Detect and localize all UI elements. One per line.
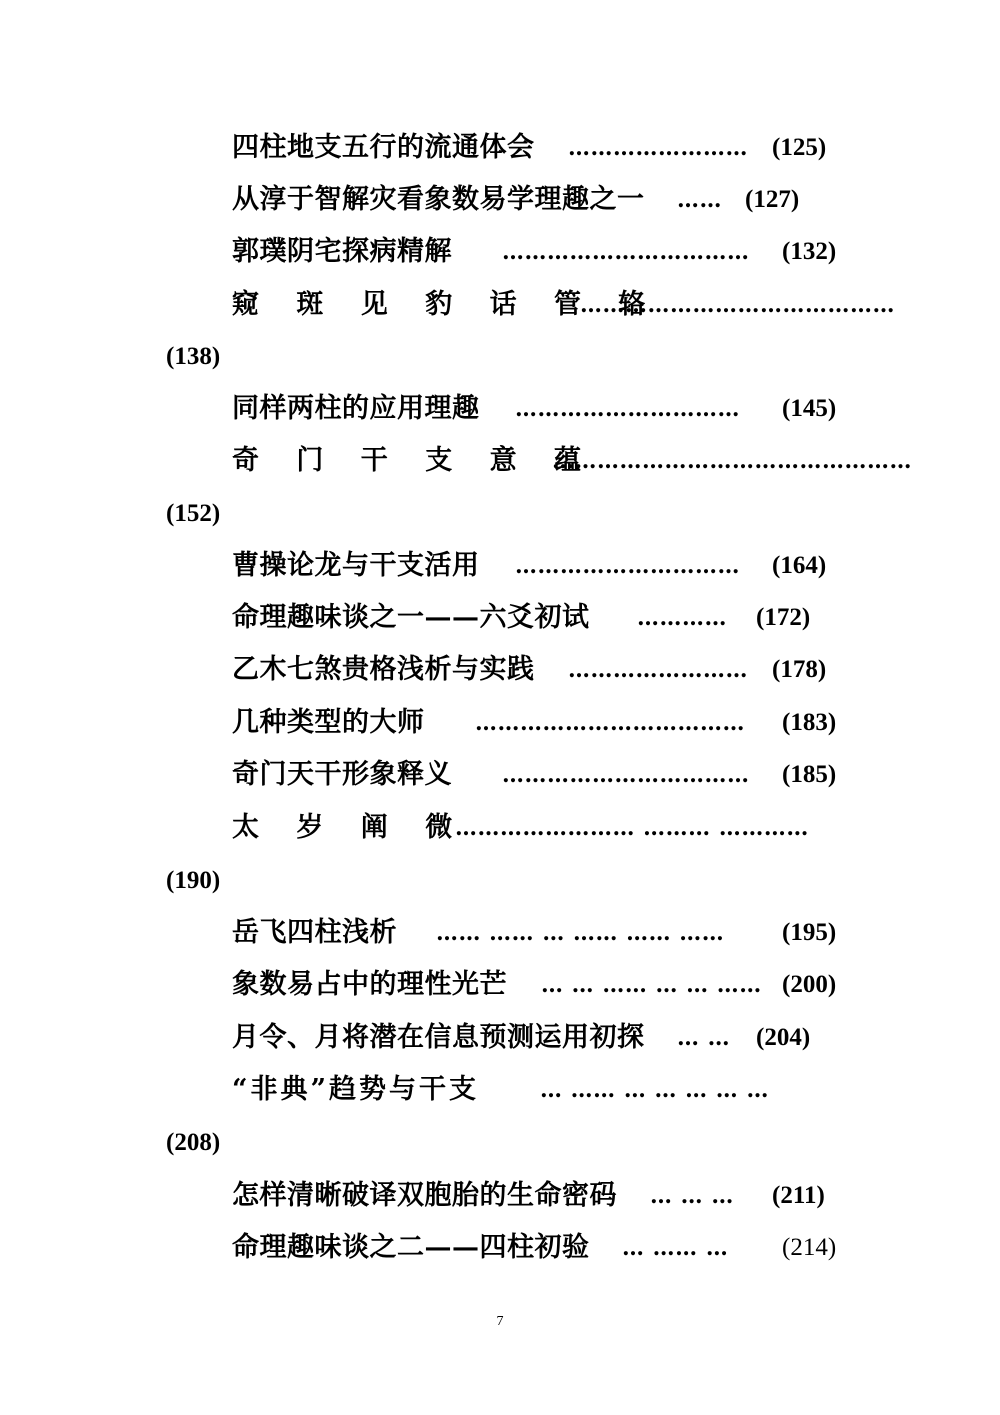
toc-entry-page: (204) xyxy=(756,1024,811,1051)
toc-entry-page: (211) xyxy=(772,1182,825,1209)
toc-entry-leader: …………………………… xyxy=(502,762,750,788)
toc-entry-page: (125) xyxy=(772,134,827,161)
toc-entry-leader: …… …… … …… …… …… xyxy=(436,920,725,946)
toc-entry-leader: … … xyxy=(677,1025,731,1051)
toc-entry-title: 四柱地支五行的流通体会 xyxy=(232,132,535,163)
toc-entry-page: (178) xyxy=(772,656,827,683)
toc-entry-title: 郭璞阴宅探病精解 xyxy=(232,236,452,267)
toc-entry-leader: … … …… … … …… xyxy=(541,972,762,998)
page-number: 7 xyxy=(496,1314,504,1329)
toc-entry-title: 象数易占中的理性光芒 xyxy=(232,969,507,1000)
toc-entry-page: (145) xyxy=(782,395,837,422)
toc-entry-page: (183) xyxy=(782,709,837,736)
toc-entry-leader: … … … xyxy=(650,1183,734,1209)
toc-entry-page: (190) xyxy=(166,867,221,894)
toc-entry-page: (152) xyxy=(166,500,221,527)
toc-entry-page: (200) xyxy=(782,971,837,998)
toc-entry-title: 窥 斑 见 豹 话 管 辂 xyxy=(232,289,660,320)
toc-entry-page: (214) xyxy=(782,1234,837,1261)
toc-entry-page: (138) xyxy=(166,343,221,370)
toc-entry-leader: ………………………………………… xyxy=(552,448,912,474)
toc-entry-page: (127) xyxy=(745,186,800,213)
toc-entry-leader: ………………………… xyxy=(515,396,740,422)
toc-entry-title: “非典”趋势与干支 xyxy=(232,1074,480,1105)
toc-entry-leader: …………………… xyxy=(568,135,748,161)
toc-entry-leader: …………………………… xyxy=(502,239,750,265)
toc-entry-title: 从淳于智解灾看象数易学理趣之一 xyxy=(232,184,645,215)
toc-entry-leader: ……………………………… xyxy=(475,710,745,736)
toc-entry-title: 命理趣味谈之一——六爻初试 xyxy=(232,602,590,633)
toc-entry-leader: …………………………………… xyxy=(580,292,895,318)
toc-entry-title: 月令、月将潜在信息预测运用初探 xyxy=(232,1022,645,1053)
toc-entry-page: (208) xyxy=(166,1129,221,1156)
toc-entry-leader: … …… … … … … … xyxy=(540,1077,769,1103)
toc-entry-leader: … …… … xyxy=(622,1235,729,1261)
toc-entry-leader: ………… xyxy=(637,605,727,631)
toc-entry-title: 太 岁 阐 微 xyxy=(232,812,467,843)
toc-entry-title: 同样两柱的应用理趣 xyxy=(232,393,480,424)
toc-entry-page: (195) xyxy=(782,919,837,946)
toc-entry-title: 岳飞四柱浅析 xyxy=(232,917,397,948)
toc-entry-title: 乙木七煞贵格浅析与实践 xyxy=(232,654,535,685)
toc-entry-title: 奇 门 干 支 意 蕴 xyxy=(232,445,595,476)
toc-entry-leader: …………………… ……… ………… xyxy=(455,815,809,841)
toc-entry-title: 命理趣味谈之二——四柱初验 xyxy=(232,1232,590,1263)
toc-entry-page: (185) xyxy=(782,761,837,788)
toc-entry-leader: ………………………… xyxy=(515,553,740,579)
toc-entry-leader: …… xyxy=(677,187,722,213)
toc-entry-title: 几种类型的大师 xyxy=(232,707,425,738)
toc-entry-page: (164) xyxy=(772,552,827,579)
toc-entry-title: 怎样清晰破译双胞胎的生命密码 xyxy=(232,1180,617,1211)
toc-entry-page: (132) xyxy=(782,238,837,265)
toc-entry-page: (172) xyxy=(756,604,811,631)
toc-entry-title: 奇门天干形象释义 xyxy=(232,759,452,790)
toc-entry-leader: …………………… xyxy=(568,657,748,683)
toc-entry-title: 曹操论龙与干支活用 xyxy=(232,550,480,581)
